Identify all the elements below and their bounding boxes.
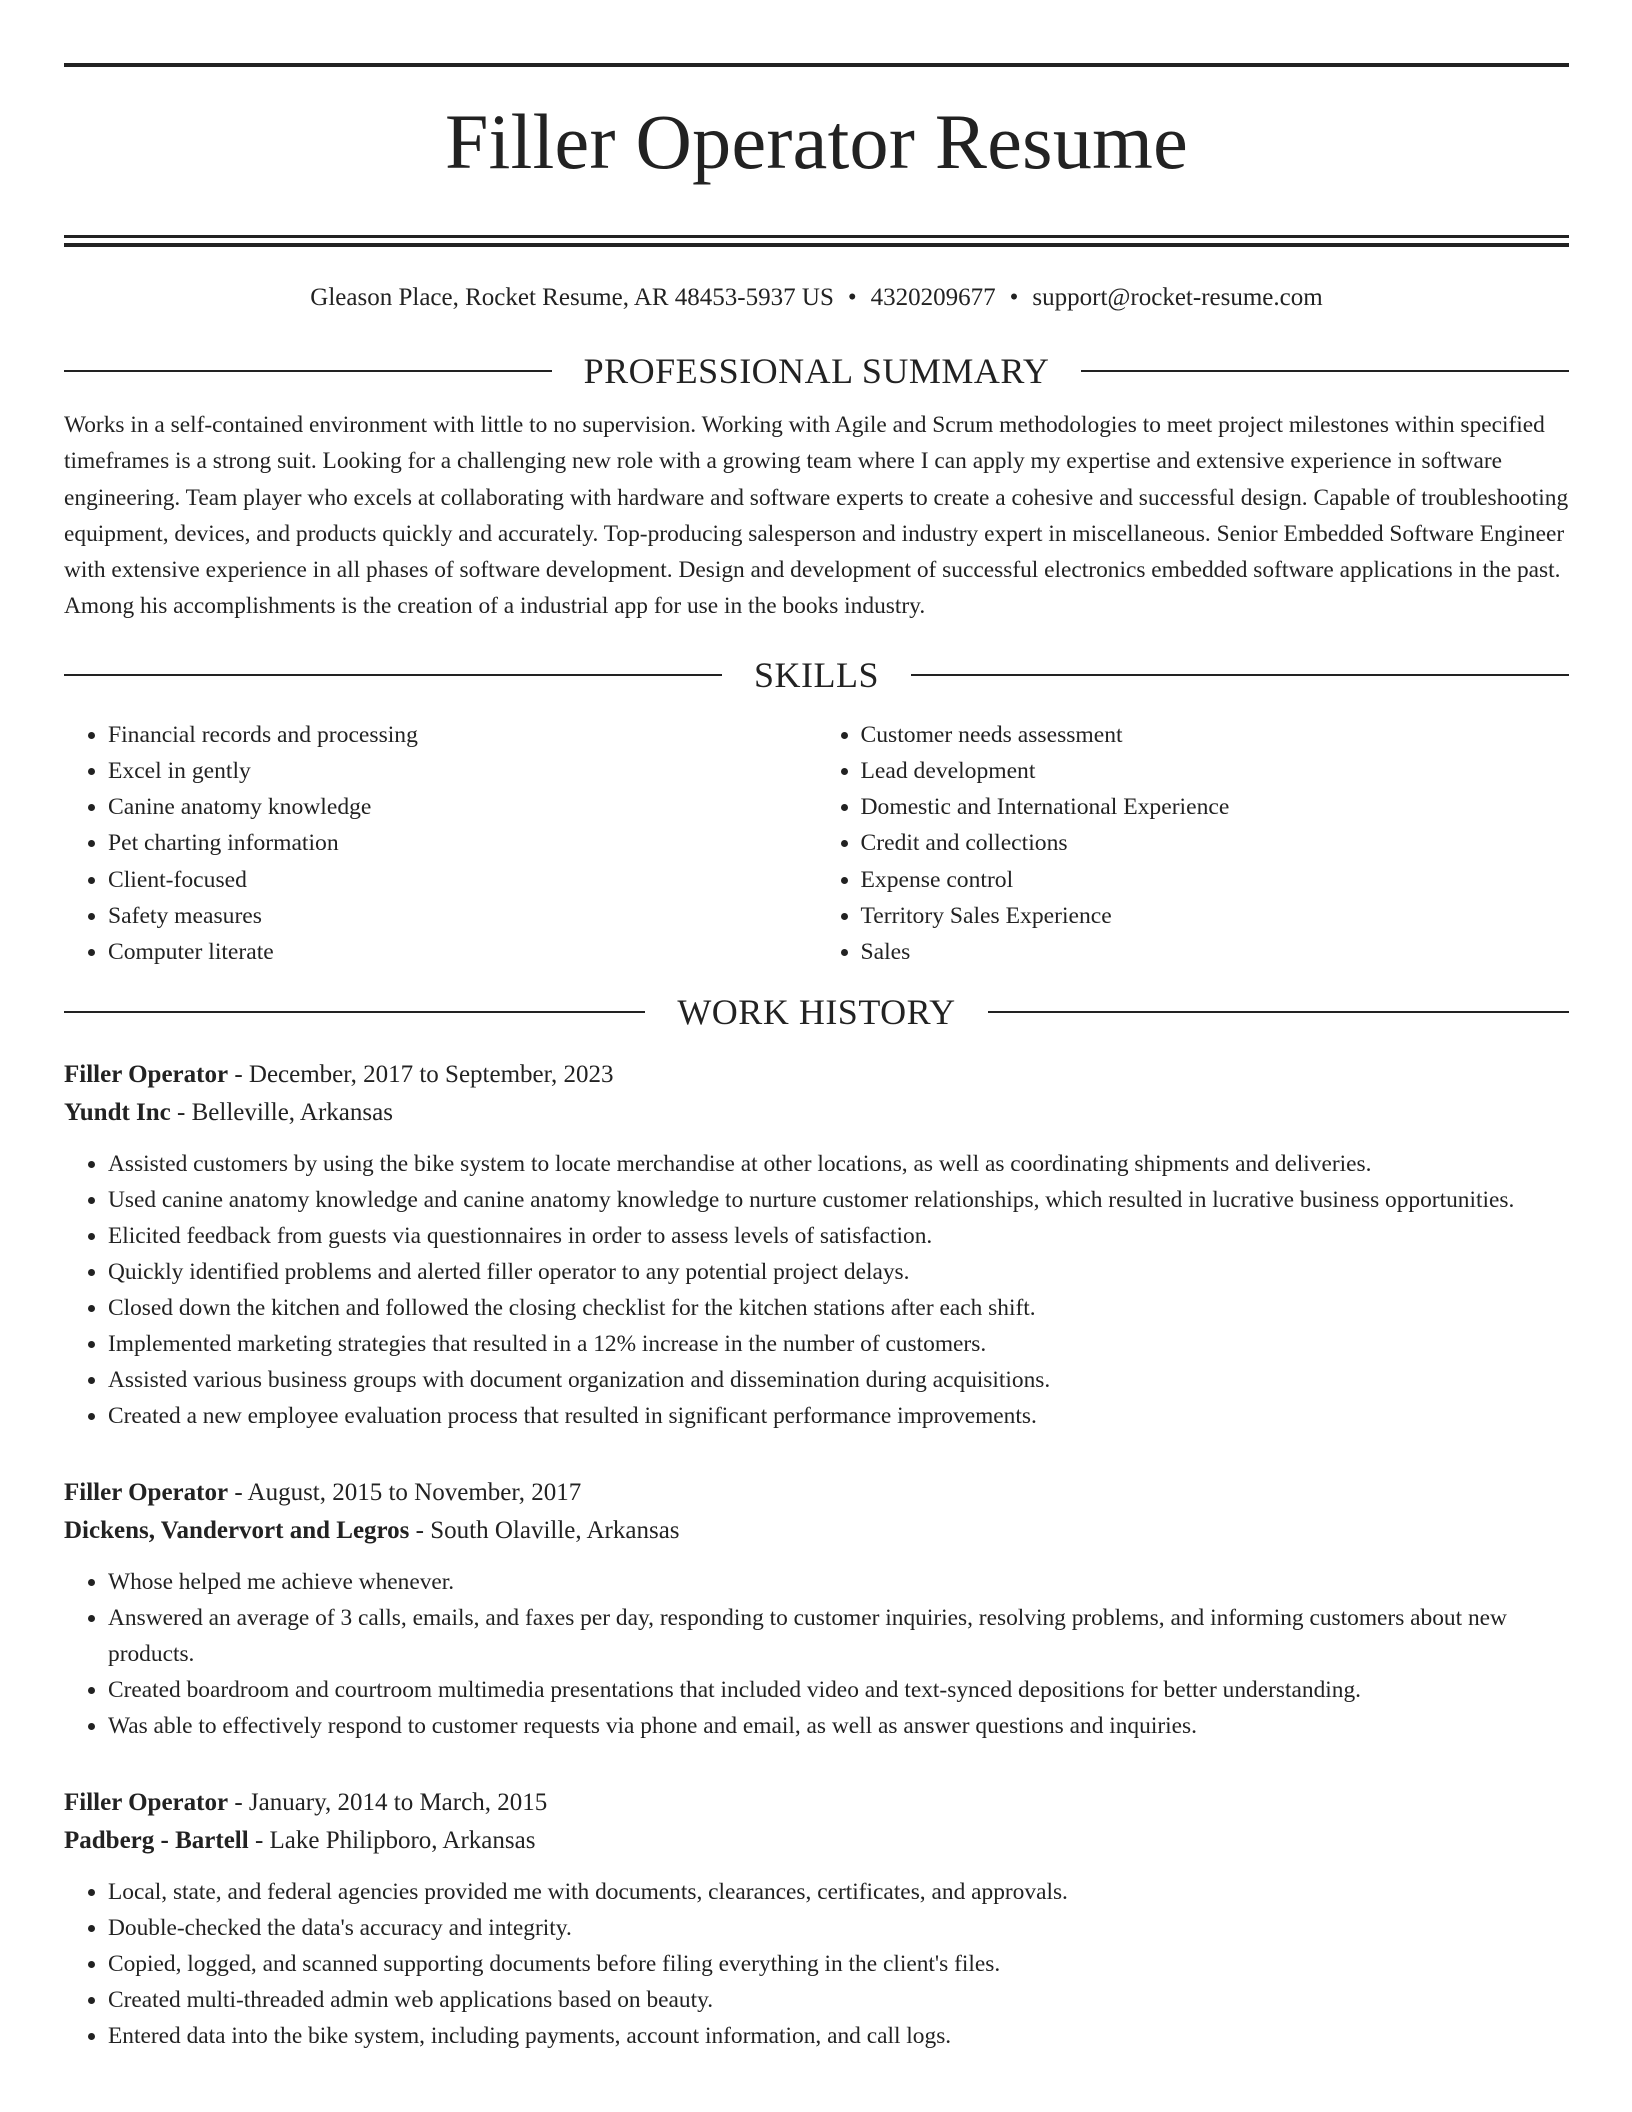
job-dates: - August, 2015 to November, 2017 [228,1479,582,1507]
job-bullets [64,1564,1569,1744]
job-bullet: • Implemented marketing strategies that resulted in a 12% increase in the number of customers. [108,1326,1569,1362]
job-entry [64,1784,1569,2054]
heading-rule-right [988,1011,1569,1013]
job-bullet: • Assisted various business groups with document organization and dissemination during acquisitions. [108,1362,1569,1398]
heading-rule-right [911,674,1569,676]
contact-phone: 4320209677 [870,284,996,311]
heading-rule-right [1081,370,1569,372]
job-bullet: • Elicited feedback from guests via questionnaires in order to assess levels of satisfaction. [108,1218,1569,1254]
skills-column-right [817,717,1570,970]
contact-separator: • [847,284,857,311]
job-bullet: • Quickly identified problems and alerted filler operator to any potential project delays. [108,1254,1569,1290]
skill-item: • Canine anatomy knowledge [108,789,817,825]
job-company: Dickens, Vandervort and Legros [64,1517,410,1545]
summary-heading [64,349,1569,393]
job-dates: - January, 2014 to March, 2015 [228,1789,548,1817]
job-bullet: • Was able to effectively respond to customer requests via phone and email, as well as answer questions and inquiries. [108,1708,1569,1744]
heading-rule-left [64,370,552,372]
skill-item: • Pet charting information [108,825,817,861]
top-rule [64,63,1569,67]
job-dates: - December, 2017 to September, 2023 [228,1061,614,1089]
skill-item: • Safety measures [108,898,817,934]
skill-item: • Financial records and processing [108,717,817,753]
job-bullet: • Closed down the kitchen and followed the closing checklist for the kitchen stations after each shift. [108,1290,1569,1326]
job-bullet: • Entered data into the bike system, including payments, account information, and call logs. [108,2018,1569,2054]
job-company-line [64,1094,1569,1132]
skills-column-left [64,717,817,970]
skill-item: • Sales [861,934,1570,970]
job-bullet: • Assisted customers by using the bike system to locate merchandise at other locations, as well as coordinating shipments and deliveries. [108,1146,1569,1182]
work-heading [64,990,1569,1034]
contact-line [64,283,1569,313]
skill-item: • Credit and collections [861,825,1570,861]
contact-email: support@rocket-resume.com [1032,284,1323,311]
job-bullet: • Created a new employee evaluation process that resulted in significant performance improvements. [108,1398,1569,1434]
job-bullet: • Used canine anatomy knowledge and canine anatomy knowledge to nurture customer relationships, which resulted in lucrative business opportunities. [108,1182,1569,1218]
contact-separator: • [1009,284,1019,311]
job-title: Filler Operator [64,1479,229,1507]
job-bullet: • Double-checked the data's accuracy and integrity. [108,1910,1569,1946]
skill-item: • Excel in gently [108,753,817,789]
job-bullets [64,1146,1569,1434]
job-title: Filler Operator [64,1789,229,1817]
work-history-list [64,1056,1569,2054]
job-title-line [64,1474,1569,1512]
work-heading-text: WORK HISTORY [677,992,956,1033]
title-double-rule [64,235,1569,247]
skill-item: • Expense control [861,862,1570,898]
skills-heading-text: SKILLS [754,654,880,695]
skills-heading [64,653,1569,697]
job-location: - Belleville, Arkansas [170,1099,393,1127]
heading-rule-left [64,674,722,676]
skills-list [64,717,1569,970]
job-company: Padberg - Bartell [64,1827,249,1855]
job-company-line [64,1512,1569,1550]
job-bullet: • Whose helped me achieve whenever. [108,1564,1569,1600]
job-title-line [64,1056,1569,1094]
job-bullet: • Answered an average of 3 calls, emails, and faxes per day, responding to customer inquiries, resolving problems, and informing customers about new products. [108,1600,1569,1672]
job-company-line [64,1822,1569,1860]
skill-item: • Client-focused [108,862,817,898]
job-location: - South Olaville, Arkansas [409,1517,680,1545]
heading-rule-left [64,1011,645,1013]
job-bullet: • Copied, logged, and scanned supporting documents before filing everything in the client's files. [108,1946,1569,1982]
skill-item: • Lead development [861,753,1570,789]
skill-item: • Territory Sales Experience [861,898,1570,934]
job-bullet: • Created multi-threaded admin web applications based on beauty. [108,1982,1569,2018]
job-bullet: • Local, state, and federal agencies provided me with documents, clearances, certificates, and approvals. [108,1874,1569,1910]
job-entry [64,1474,1569,1744]
contact-address: Gleason Place, Rocket Resume, AR 48453-5937 US [310,284,834,311]
skill-item: • Domestic and International Experience [861,789,1570,825]
job-location: - Lake Philipboro, Arkansas [248,1827,536,1855]
job-title: Filler Operator [64,1061,229,1089]
resume-page [64,63,1569,2054]
job-entry [64,1056,1569,1434]
resume-title: Filler Operator Resume [444,98,1189,185]
skill-item: • Computer literate [108,934,817,970]
job-company: Yundt Inc [64,1099,171,1127]
summary-heading-text: PROFESSIONAL SUMMARY [583,351,1050,391]
job-bullets [64,1874,1569,2054]
skill-item: • Customer needs assessment [861,717,1570,753]
summary-text: Works in a self-contained environment with little to no supervision. Working with Agile and Scrum methodologies to meet project milestones within specified timeframes is a strong suit. Looking for a challenging new role with a growing team where I can apply my expertise and extensive experience in software engineering. Team player who excels at collaborating with hardware and software experts to create a cohesive and successful design. Capable of troubleshooting equipment, devices, and products quickly and accurately. Top-producing salesperson and industry expert in miscellaneous. Senior Embedded Software Engineer with extensive experience in all phases of software development. Design and development of successful electronics embedded software applications in the past. Among his accomplishments is the creation of a industrial app for use in the books industry. [64,412,1569,620]
job-title-line [64,1784,1569,1822]
job-bullet: • Created boardroom and courtroom multimedia presentations that included video and text-synced depositions for better understanding. [108,1672,1569,1708]
